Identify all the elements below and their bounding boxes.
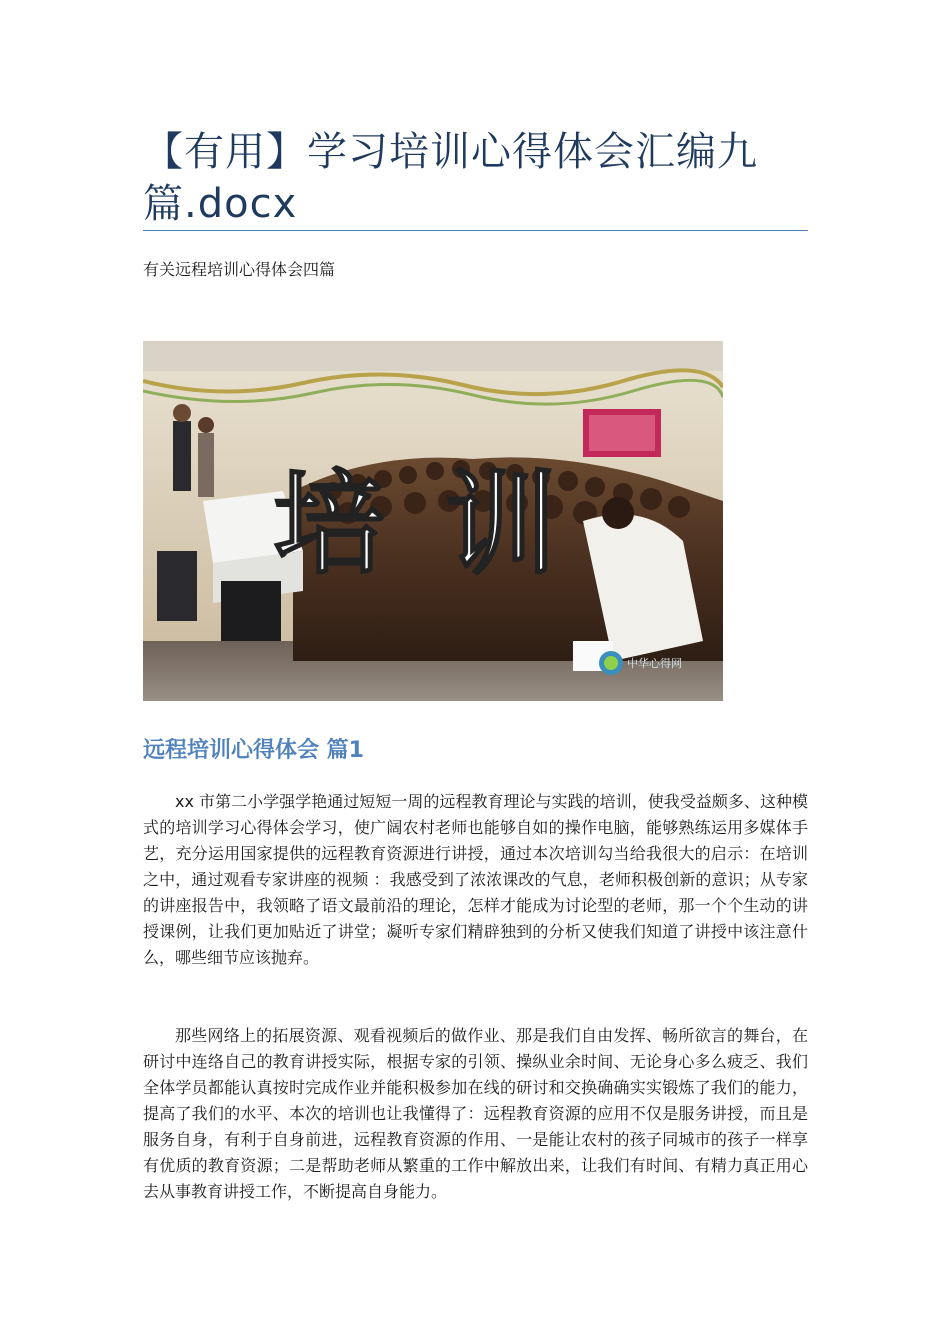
photo-watermark: 中华心得网 xyxy=(627,657,682,670)
body-paragraph-2: 那些网络上的拓展资源、观看视频后的做作业、那是我们自由发挥、畅所欲言的舞台，在研讨中连络自己的教育讲授实际，根据专家的引领、操纵业余时间、无论身心多么疲乏、我们全体学员都能认真按时完成作业并能积极参加在线的研讨和交换确确实实锻炼了我们的能力，提高了我们的水平、本次的培训也让我懂得了：远程教育资源的应用不仅是服务讲授，而且是服务自身，有利于自身前进，远程教育资源的作用、一是能让农村的孩子同城市的孩子一样享有优质的教育资源；二是帮助老师从繁重的工作中解放出来，让我们有时间、有精力真正用心去从事教育讲授工作，不断提高自身能力。 xyxy=(143,1026,808,1201)
training-photo xyxy=(143,341,723,701)
title-divider xyxy=(143,230,808,231)
document-subtitle: 有关远程培训心得体会四篇 xyxy=(143,260,336,279)
photo-overlay-text: 培训 xyxy=(273,460,617,590)
training-photo-illustration xyxy=(143,341,723,701)
document-title: 【有用】学习培训心得体会汇编九篇.docx xyxy=(143,129,758,227)
body-paragraph-1: xx 市第二小学强学艳通过短短一周的远程教育理论与实践的培训，使我受益颇多、这种模式的培训学习心得体会学习，使广阔农村老师也能够自如的操作电脑，能够熟练运用多媒体手艺，充分运用国家提供的远程教育资源进行讲授，通过本次培训勾当给我很大的启示：在培训之中，通过观看专家讲座的视频 ：我感受到了浓浓课改的气息，老师积极创新的意识；从专家的讲座报告中，我领略了语文最前沿的理论，怎样才能成为讨论型的老师，那一个个生动的讲授课例，让我们更加贴近了讲堂；凝听专家们精辟独到的分析又使我们知道了讲授中该注意什么，哪些细节应该抛弃。 xyxy=(143,792,808,967)
section-heading: 远程培训心得体会 篇1 xyxy=(143,738,364,763)
